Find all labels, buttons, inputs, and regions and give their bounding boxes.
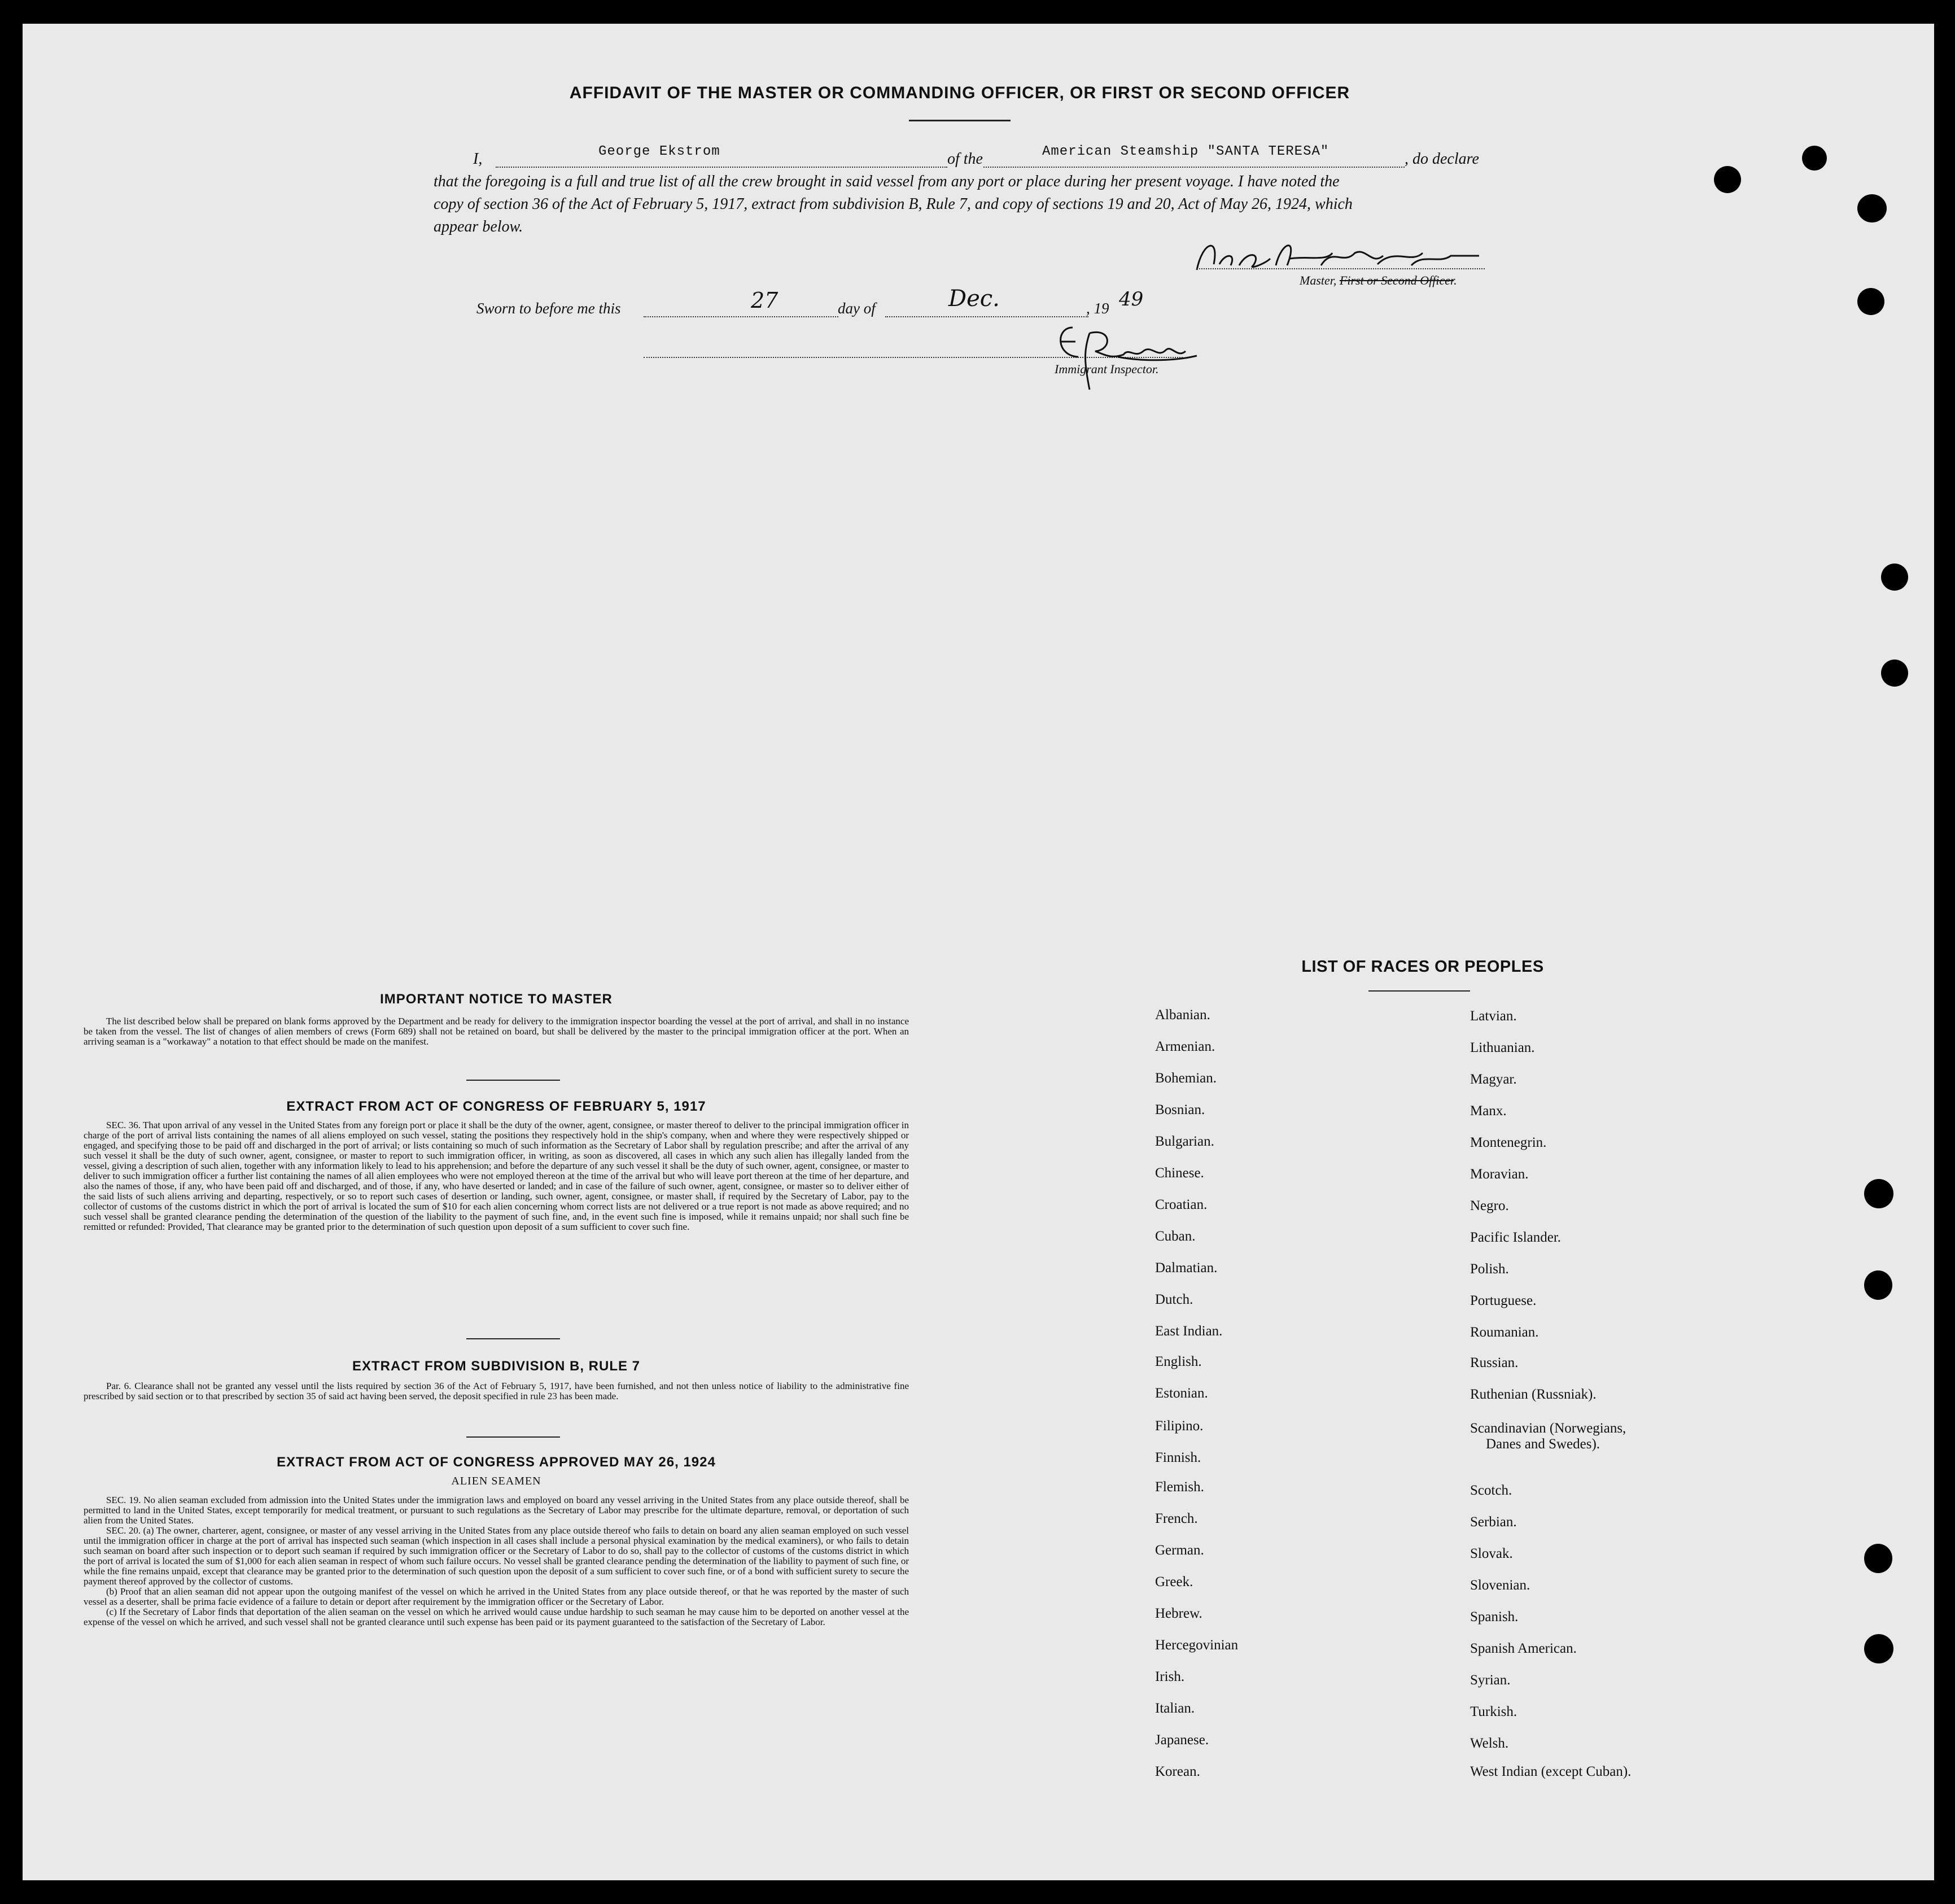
vessel-name: American Steamship "SANTA TERESA" [1042,144,1329,159]
race-item: West Indian (except Cuban). [1470,1764,1632,1779]
race-item: Slovenian. [1470,1578,1530,1593]
notice-title: IMPORTANT NOTICE TO MASTER [380,992,613,1007]
punch-hole [1864,1179,1893,1208]
sworn-month: Dec. [948,286,1000,312]
races-title: LIST OF RACES OR PEOPLES [1301,958,1544,976]
race-item: Bohemian. [1155,1071,1217,1086]
punch-hole [1881,660,1908,687]
race-item: Irish. [1155,1669,1185,1684]
punch-hole [1864,1634,1893,1663]
race-item: Filipino. [1155,1418,1204,1434]
race-item: Japanese. [1155,1732,1209,1748]
punch-hole [1857,194,1887,222]
punch-hole [1864,1544,1892,1573]
race-item: Syrian. [1470,1672,1511,1688]
rule-7-title: EXTRACT FROM SUBDIVISION B, RULE 7 [352,1359,641,1374]
races-divider [1368,990,1470,992]
affidavit-title: AFFIDAVIT OF THE MASTER OR COMMANDING OFFICER, OR FIRST OR SECOND OFFICER [569,84,1350,102]
year-prefix: , 19 [1086,300,1109,317]
notice-divider [466,1080,560,1081]
inspector-signature [1050,316,1208,395]
punch-hole [1881,564,1908,591]
race-item: Scandinavian (Norwegians, [1470,1421,1626,1436]
notice-body [84,1016,909,1047]
race-item: French. [1155,1511,1198,1526]
race-item: Hercegovinian [1155,1637,1239,1653]
extract-1924-title: EXTRACT FROM ACT OF CONGRESS APPROVED MAY 26, 1924 [277,1455,716,1470]
sec-20c-paragraph: (c) If the Secretary of Labor finds that deportation of the alien seaman on the vessel on which he arrived would cause undue hardship to such seaman he may cause him to be deported on another vessel at the expense of the vessel on which he arrived, and such vessel shall not be granted clearance until such expense has been paid or its payment guaranteed to the satisfaction of the Secretary of Labor. [84,1606,909,1627]
punch-hole [1864,1270,1892,1300]
race-item: Chinese. [1155,1165,1204,1181]
sec-20a-paragraph: SEC. 20. (a) The owner, charterer, agent, consignee, or master of any vessel arriving in the United States from any place outside thereof who fails to detain on board any alien seaman employed on such vessel until the immigration officer in charge at the port of arrival has inspected such seaman (which inspection in all cases shall include a personal physical examination by the medical examiners), or who fails to detain such seaman on board after such inspection or to deport such seaman if required by such immigration officer or the Secretary of Labor to do so, shall pay to the collector of customs of the customs district in which the port of arrival is located the sum of $1,000 for each alien seaman in respect of whom such failure occurs. No vessel shall be granted clearance pending the determination of the liability to payment of such fine, or while the fine remains unpaid, except that clearance may be granted prior to the determination of such question upon the deposit of a sum sufficient to cover such fine, or of a bond with sufficient surety to secure the payment thereof approved by the collector of customs. [84,1525,909,1587]
sec-19-paragraph: SEC. 19. No alien seaman excluded from admission into the United States under the immigration laws and employed on board any vessel arriving in the United States from any place outside thereof, shall be permitted to land in the United States, except temporarily for medical treatment, or pursuant to such regulations as the Secretary of Labor may prescribe for the ultimate departure, removal, or deportation of such alien from the United States. [84,1495,909,1526]
extract-1917-title: EXTRACT FROM ACT OF CONGRESS OF FEBRUARY 5, 1917 [286,1099,706,1114]
race-item: Cuban. [1155,1229,1196,1244]
extract-1924-body [84,1495,909,1627]
master-role-struck: First or Second Officer [1339,273,1454,287]
race-item: Italian. [1155,1701,1195,1716]
race-item: Scotch. [1470,1483,1512,1498]
race-item: Portuguese. [1470,1293,1537,1308]
race-item: Slovak. [1470,1546,1513,1561]
rule-7-body [84,1381,909,1401]
race-item: East Indian. [1155,1324,1223,1339]
race-item: Estonian. [1155,1386,1208,1401]
race-item: Lithuanian. [1470,1040,1535,1055]
sworn-day-line [644,316,838,317]
race-item: Russian. [1470,1355,1519,1370]
par-6-paragraph: Par. 6. Clearance shall not be granted any vessel until the lists required by section 36 of the Act of February 5, 1917, have been furnished, and not then unless notice of liability to the administrative fine prescribed by said section or to that prescribed by section 35 of said act having been served, the deposit specified in rule 23 has been made. [84,1381,909,1401]
sec-20b-paragraph: (b) Proof that an alien seaman did not appear upon the outgoing manifest of the vessel on which he arrived in the United States from any place outside thereof, or that he was reported by the master of such vessel as a deserter, shall be prima facie evidence of a failure to detain or deport after requirement by the immigration officer or the Secretary of Labor. [84,1586,909,1607]
race-item: Dalmatian. [1155,1260,1218,1276]
master-signature-line [1197,268,1485,269]
race-item: Dutch. [1155,1292,1193,1307]
race-item: Manx. [1470,1103,1507,1119]
race-item: Welsh. [1470,1736,1509,1751]
race-item: Albanian. [1155,1007,1210,1023]
sec-36-paragraph: SEC. 36. That upon arrival of any vessel in the United States from any foreign port or place it shall be the duty of the owner, agent, consignee, or master thereof to deliver to the principal immigration officer in charge of the port of arrival lists containing the names of all aliens employed on such vessel, stating the positions they respectively hold in the ship's company, when and where they were respectively shipped or engaged, and specifying those to be paid off and discharged in the port of arrival; or lists containing so much of such information as the Secretary of Labor shall by regulation prescribe; and after the arrival of any such vessel it shall be the duty of such owner, agent, consignee, or master to report to such immigration officer, in writing, as soon as discovered, all cases in which any such alien has illegally landed from the vessel, giving a description of such alien, together with any information likely to lead to his apprehension; and before the departure of any such vessel it shall be the duty of such owner, agent, consignee, or master to deliver to such immigration officer a further list containing the names of all alien employees who were not employed thereon at the time of the arrival but who will leave port thereon at the time of her departure, and also the names of those, if any, who have been paid off and discharged, and of those, if any, who have deserted or landed; and in case of the failure of such owner, agent, consignee, or master so to deliver either of the said lists of such aliens arriving and departing, respectively, or so to report such cases of desertion or landing, such owner, agent, consignee, or master shall, if required by the Secretary of Labor, pay to the collector of customs of the customs district in which the port of arrival is located the sum of $10 for each alien concerning whom correct lists are not delivered or a true report is not made as above required; and no such vessel shall be granted clearance pending the determination of the question of the liability to the payment of such fine, and, in the event such fine is imposed, while it remains unpaid; nor shall such fine be remitted or refunded: Provided, That clearance may be granted prior to the determination of such question upon deposit of a sum sufficient to cover such fine. [84,1120,909,1232]
affidavit-line-2: that the foregoing is a full and true list of all the crew brought in said vessel from any port or place during her present voyage. I have noted the [434,173,1340,190]
race-item: Croatian. [1155,1197,1208,1212]
master-role-label [1300,273,1457,288]
race-item: Magyar. [1470,1072,1517,1087]
race-item: Korean. [1155,1764,1200,1779]
race-item: Ruthenian (Russniak). [1470,1387,1597,1402]
inspector-label: Immigrant Inspector. [1055,362,1159,376]
year-suffix: 49 [1119,288,1144,311]
master-role-prefix: Master, [1300,273,1340,287]
extract-1917-divider [466,1338,560,1339]
race-item: Danes and Swedes). [1486,1436,1600,1452]
rule-7-divider [466,1436,560,1438]
sworn-label: Sworn to before me this [476,300,621,317]
declare-text: , do declare [1405,150,1479,168]
race-item: Bosnian. [1155,1102,1205,1117]
i-label: I, [473,150,483,168]
punch-hole [1857,288,1884,315]
day-of-label: day of [838,300,876,317]
master-role-suffix: . [1454,273,1457,287]
race-item: Negro. [1470,1198,1509,1213]
extract-1917-body [84,1120,909,1232]
punch-hole [1714,166,1741,193]
race-item: Polish. [1470,1261,1509,1277]
title-divider [909,120,1011,121]
race-item: Bulgarian. [1155,1134,1214,1149]
race-item: Serbian. [1470,1514,1517,1530]
race-item: Turkish. [1470,1704,1517,1719]
race-item: English. [1155,1354,1202,1369]
sworn-day: 27 [751,288,778,313]
race-item: Montenegrin. [1470,1135,1547,1150]
vessel-line [983,167,1405,168]
race-item: Finnish. [1155,1450,1201,1465]
race-item: German. [1155,1543,1204,1558]
affidavit-line-3: copy of section 36 of the Act of February 5, 1917, extract from subdivision B, Rule 7, and copy of sections 19 and 20, Act of May 26, 1924, which [434,195,1353,213]
of-the-label: of the [947,150,983,168]
punch-hole [1802,146,1827,171]
notice-paragraph: The list described below shall be prepared on blank forms approved by the Department and be ready for delivery to the immigration inspector boarding the vessel at the port of arrival, and shall in no instance be taken from the vessel. The list of changes of alien members of crews (Form 689) shall not be retained on board, but shall be delivered by the master to the principal immigration officer at the port. When an arriving seaman is a "workaway" a notation to that effect should be made on the manifest. [84,1016,909,1047]
affidavit-line-4: appear below. [434,218,523,235]
race-item: Moravian. [1470,1167,1529,1182]
race-item: Greek. [1155,1574,1193,1589]
alien-seamen-subtitle: ALIEN SEAMEN [451,1475,541,1487]
race-item: Flemish. [1155,1479,1204,1495]
race-item: Pacific Islander. [1470,1230,1562,1245]
race-item: Roumanian. [1470,1325,1539,1340]
race-item: Spanish. [1470,1609,1519,1624]
race-item: Latvian. [1470,1008,1517,1024]
race-item: Armenian. [1155,1039,1215,1054]
master-name: George Ekstrom [598,144,720,159]
race-item: Hebrew. [1155,1606,1202,1621]
name-line [496,167,947,168]
race-item: Spanish American. [1470,1641,1577,1656]
